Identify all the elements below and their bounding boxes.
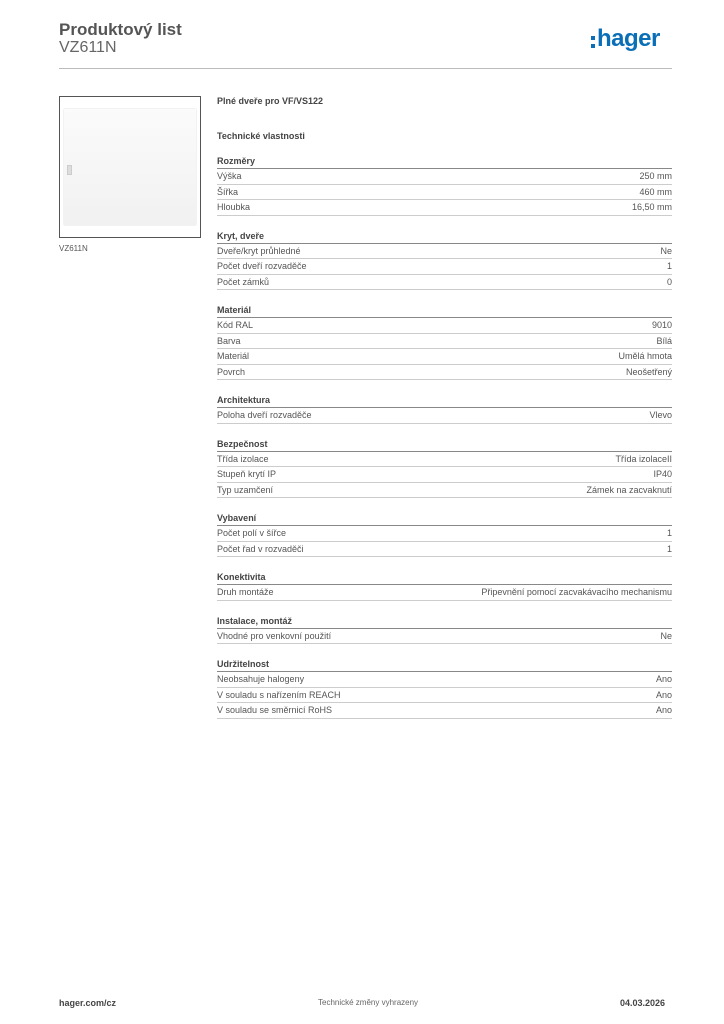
spec-row	[217, 672, 672, 688]
spec-section	[217, 658, 672, 719]
spec-value: IP40	[653, 469, 672, 479]
section-title: Architektura	[217, 394, 672, 408]
product-code: VZ611N	[59, 39, 117, 56]
logo-dot-icon	[591, 36, 595, 40]
logo-text: hager	[597, 25, 660, 52]
spec-row	[217, 349, 672, 365]
spec-row	[217, 467, 672, 483]
spec-label: Poloha dveří rozvaděče	[217, 410, 312, 420]
section-title: Instalace, montáž	[217, 615, 672, 629]
spec-row	[217, 185, 672, 201]
section-title: Rozměry	[217, 155, 672, 169]
spec-row	[217, 244, 672, 260]
spec-label: Třída izolace	[217, 453, 269, 464]
section-title: Vybavení	[217, 512, 672, 526]
spec-section	[217, 571, 672, 601]
spec-value: Neošetřený	[625, 366, 672, 377]
footer-website[interactable]: hager.com/cz	[59, 998, 117, 1008]
spec-section	[217, 155, 672, 216]
spec-section	[217, 394, 672, 424]
spec-value: Ano	[655, 689, 672, 700]
spec-row	[217, 629, 672, 645]
section-title: Bezpečnost	[217, 438, 672, 452]
spec-row	[217, 275, 672, 291]
spec-value: 1	[666, 528, 672, 538]
spec-row	[217, 365, 672, 381]
spec-value: Bílá	[656, 335, 672, 346]
spec-value: 9010	[651, 320, 672, 330]
spec-content	[217, 94, 672, 719]
spec-value: Vlevo	[649, 410, 672, 420]
spec-value: Ano	[655, 705, 672, 715]
spec-label: Počet dveří rozvaděče	[217, 261, 307, 271]
section-title: Materiál	[217, 304, 672, 318]
section-title: Kryt, dveře	[217, 230, 672, 244]
tech-heading: Technické vlastnosti	[217, 131, 305, 141]
spec-label: Povrch	[217, 366, 246, 377]
spec-row	[217, 483, 672, 499]
spec-label: Typ uzamčení	[217, 484, 274, 495]
product-image	[59, 96, 201, 238]
image-caption: VZ611N	[59, 244, 88, 253]
spec-label: Počet řad v rozvaděči	[217, 543, 304, 554]
spec-label: Vhodné pro venkovní použití	[217, 630, 332, 641]
spec-section	[217, 304, 672, 380]
spec-section	[217, 615, 672, 645]
page-title: Produktový list	[59, 20, 182, 39]
spec-label: Hloubka	[217, 202, 251, 212]
spec-label: Materiál	[217, 351, 250, 361]
spec-section	[217, 438, 672, 499]
spec-value: Umělá hmota	[618, 351, 672, 361]
spec-label: Počet zámků	[217, 276, 270, 287]
spec-label: Šířka	[217, 186, 239, 197]
section-title: Udržitelnost	[217, 658, 672, 672]
spec-row	[217, 408, 672, 424]
spec-label: Druh montáže	[217, 587, 274, 597]
spec-value: Zámek na zacvaknutí	[586, 484, 672, 495]
spec-section	[217, 512, 672, 557]
header-divider	[59, 68, 672, 69]
spec-label: Stupeň krytí IP	[217, 469, 277, 479]
spec-label: Výška	[217, 171, 242, 181]
spec-value: 460 mm	[639, 186, 672, 197]
spec-value: Ne	[660, 245, 672, 256]
spec-label: V souladu se směrnicí RoHS	[217, 705, 333, 715]
product-name: Plné dveře pro VF/VS122	[217, 96, 324, 106]
spec-row	[217, 542, 672, 558]
spec-row	[217, 259, 672, 275]
spec-value: 250 mm	[639, 171, 672, 181]
spec-row	[217, 703, 672, 719]
door-panel-image	[64, 109, 196, 225]
spec-section	[217, 230, 672, 291]
footer-note: Technické změny vyhrazeny	[318, 998, 419, 1007]
spec-value: 16,50 mm	[631, 202, 672, 212]
spec-value: Ne	[660, 630, 672, 641]
hager-logo	[591, 25, 675, 57]
logo-dot-icon	[591, 44, 595, 48]
spec-row	[217, 526, 672, 542]
spec-value: 1	[666, 261, 672, 271]
spec-row	[217, 334, 672, 350]
section-title: Konektivita	[217, 571, 672, 585]
spec-sections	[217, 155, 672, 719]
spec-row	[217, 688, 672, 704]
spec-value: Třída izolaceII	[615, 453, 672, 464]
spec-value: Ano	[655, 674, 672, 684]
spec-label: Počet polí v šířce	[217, 528, 287, 538]
spec-row	[217, 200, 672, 216]
spec-row	[217, 169, 672, 185]
spec-label: Kód RAL	[217, 320, 254, 330]
spec-value: 0	[666, 276, 672, 287]
spec-row	[217, 585, 672, 601]
door-latch-icon	[67, 165, 72, 175]
spec-label: Neobsahuje halogeny	[217, 674, 305, 684]
spec-label: V souladu s nařízením REACH	[217, 689, 341, 700]
spec-label: Barva	[217, 335, 241, 346]
footer-date: 04.03.2026	[620, 998, 666, 1008]
spec-value: Připevnění pomocí zacvakávacího mechanismu	[481, 587, 672, 597]
spec-row	[217, 318, 672, 334]
spec-label: Dveře/kryt průhledné	[217, 245, 301, 256]
spec-row	[217, 452, 672, 468]
spec-value: 1	[666, 543, 672, 554]
